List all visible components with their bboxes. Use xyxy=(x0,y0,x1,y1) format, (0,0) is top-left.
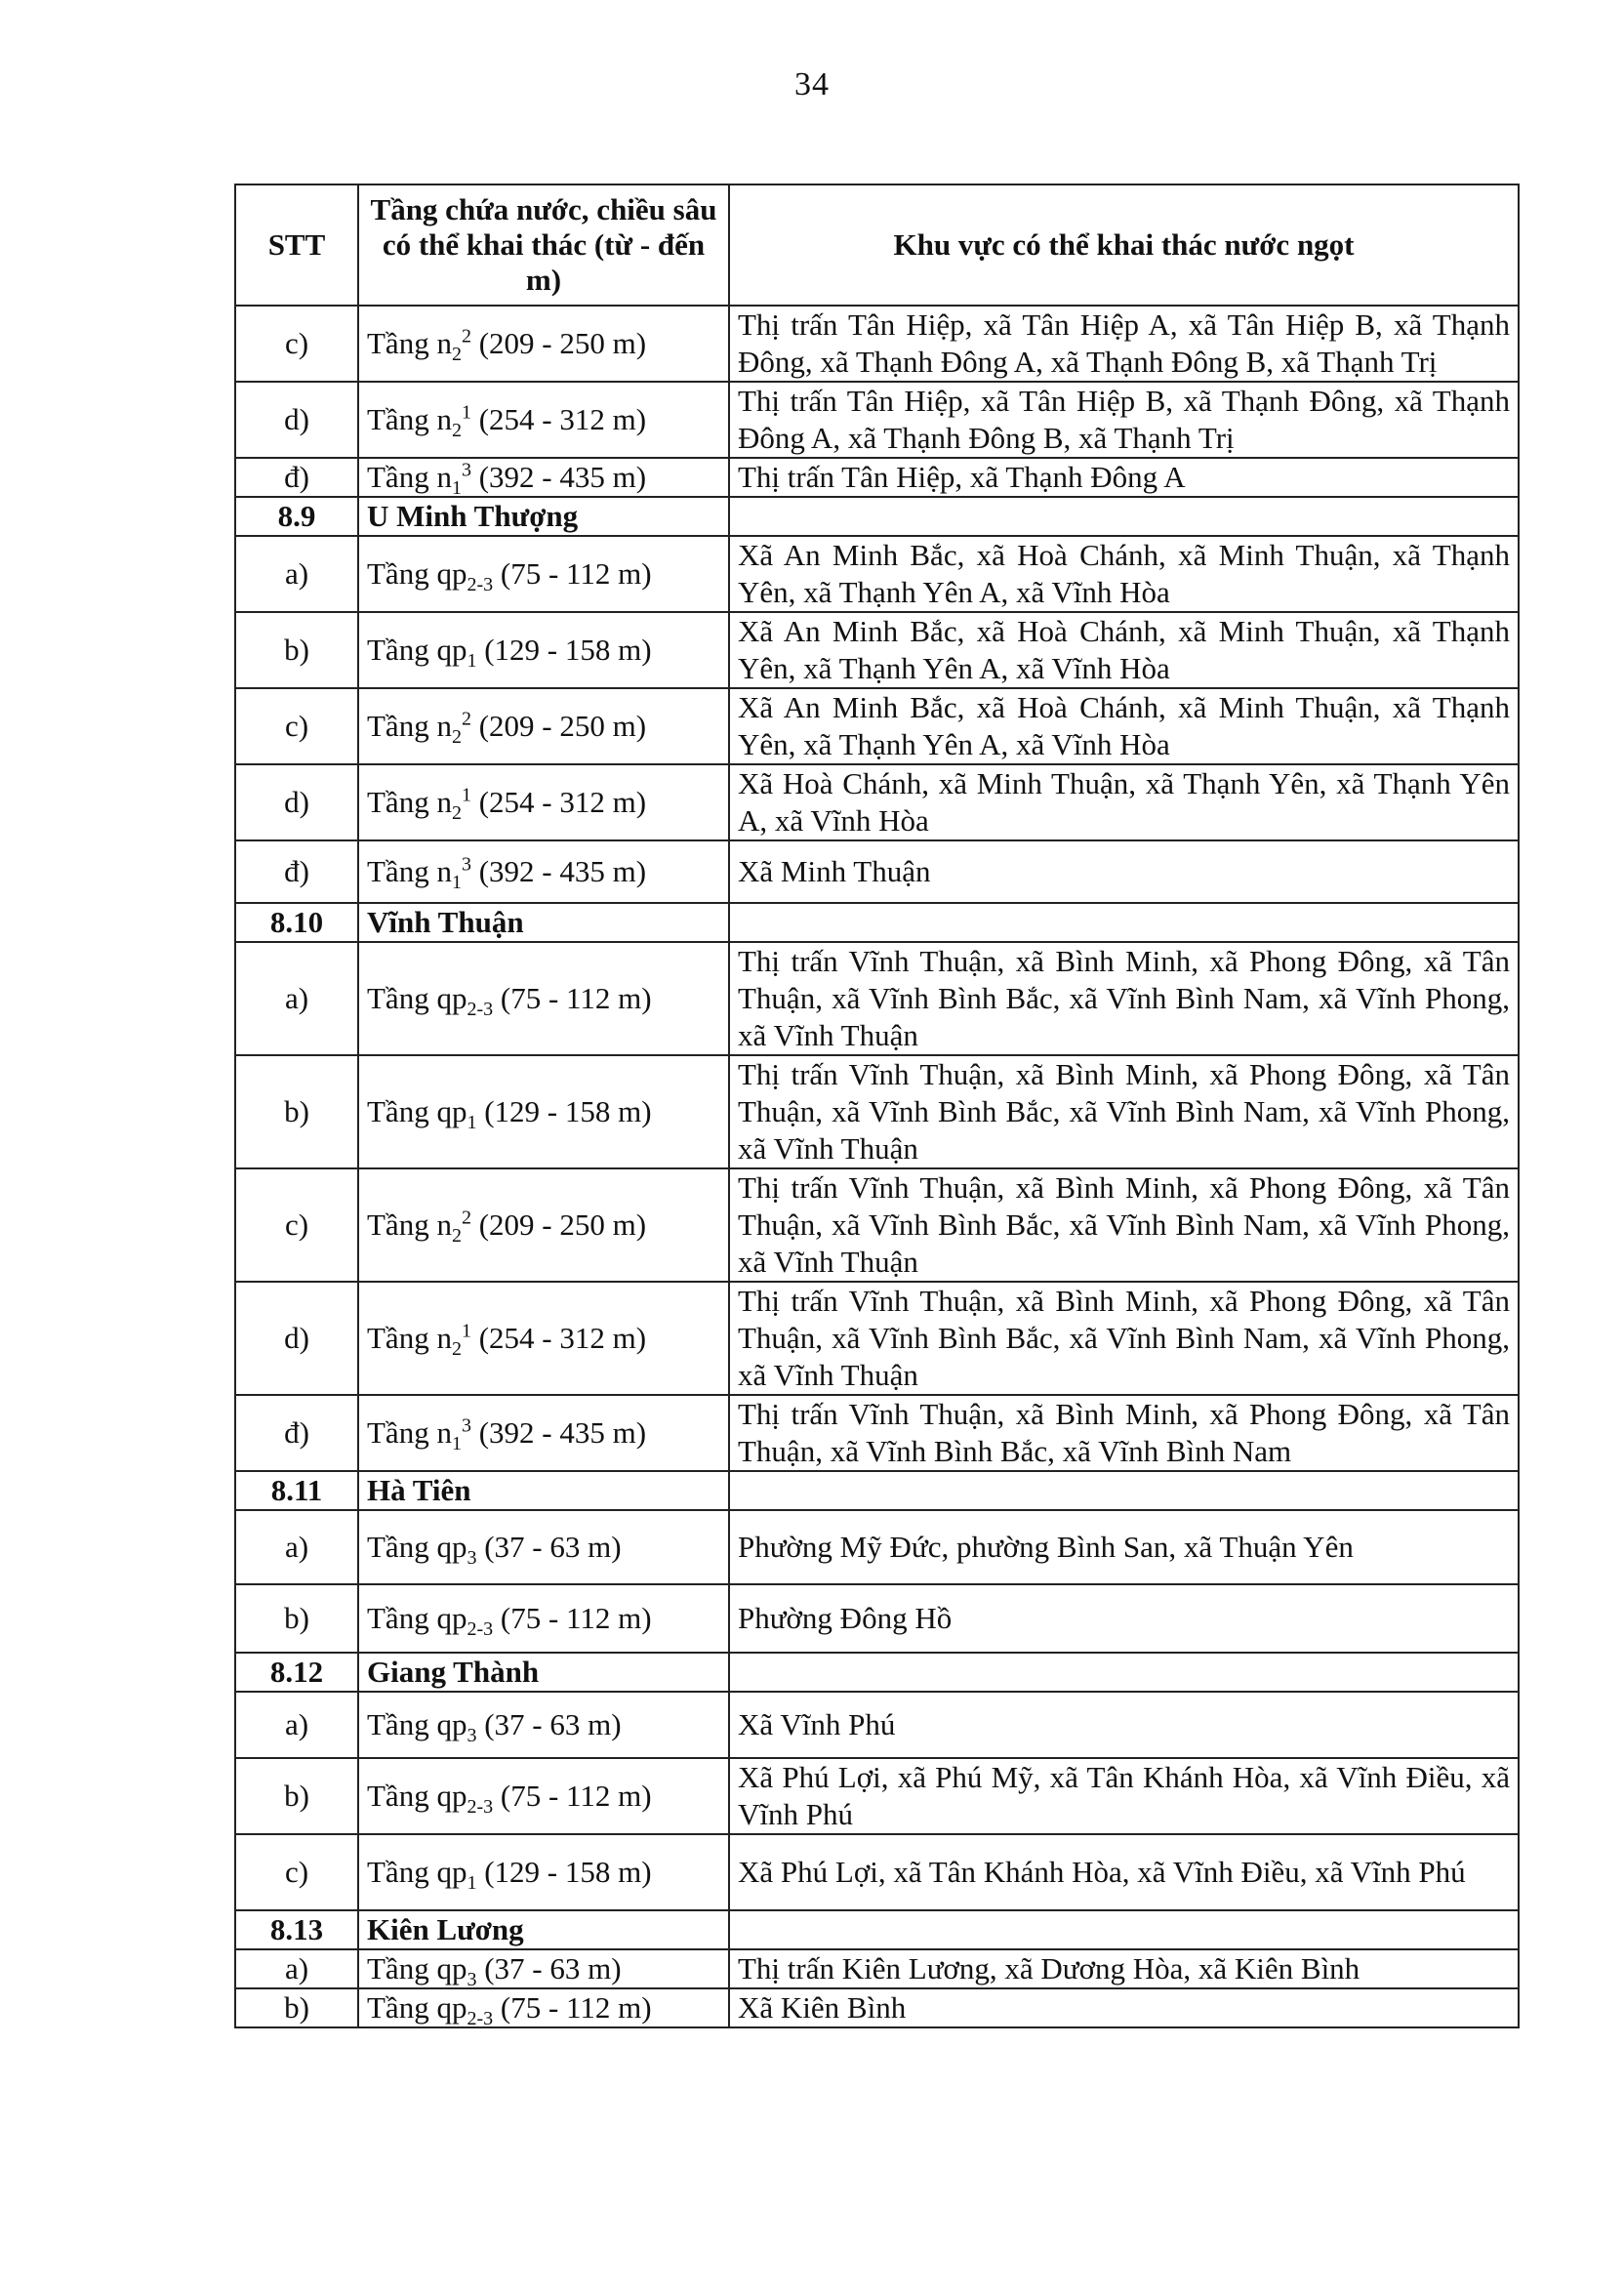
layer-cell xyxy=(358,382,729,458)
layer-subscript: 2-3 xyxy=(467,1796,494,1819)
layer-depth: (37 - 63 m) xyxy=(476,1707,622,1741)
area-cell: Xã Kiên Bình xyxy=(729,1988,1519,2027)
layer-cell xyxy=(358,536,729,612)
table-row xyxy=(235,1758,1519,1834)
layer-name: Tầng n xyxy=(367,402,452,436)
area-cell: Thị trấn Vĩnh Thuận, xã Bình Minh, xã Phong Đông, xã Tân Thuận, xã Vĩnh Bình Bắc, xã Vĩnh Bình Nam, xã Vĩnh Phong, xã Vĩnh Thuận xyxy=(729,1055,1519,1168)
layer-subscript: 3 xyxy=(467,1547,477,1570)
layer-depth: (209 - 250 m) xyxy=(470,326,647,360)
table-row xyxy=(235,382,1519,458)
row-stt: c) xyxy=(235,1834,358,1910)
header-area: Khu vực có thể khai thác nước ngọt xyxy=(729,184,1519,306)
area-cell: Thị trấn Vĩnh Thuận, xã Bình Minh, xã Phong Đông, xã Tân Thuận, xã Vĩnh Bình Bắc, xã Vĩnh Bình Nam xyxy=(729,1395,1519,1471)
table-row xyxy=(235,840,1519,903)
row-stt: đ) xyxy=(235,840,358,903)
layer-depth: (254 - 312 m) xyxy=(470,402,647,436)
area-cell: Xã An Minh Bắc, xã Hoà Chánh, xã Minh Thuận, xã Thạnh Yên, xã Thạnh Yên A, xã Vĩnh Hòa xyxy=(729,688,1519,764)
section-empty-cell xyxy=(729,1471,1519,1510)
layer-superscript: 1 xyxy=(461,784,471,806)
layer-subscript: 1 xyxy=(467,1872,477,1895)
layer-subscript: 2 xyxy=(451,344,462,366)
area-cell: Xã Hoà Chánh, xã Minh Thuận, xã Thạnh Yên, xã Thạnh Yên A, xã Vĩnh Hòa xyxy=(729,764,1519,840)
layer-name: Tầng n xyxy=(367,326,452,360)
layer-depth: (129 - 158 m) xyxy=(476,633,652,667)
area-cell: Thị trấn Kiên Lương, xã Dương Hòa, xã Kiên Bình xyxy=(729,1949,1519,1988)
layer-depth: (392 - 435 m) xyxy=(470,854,647,888)
table-row xyxy=(235,1949,1519,1988)
layer-subscript: 1 xyxy=(451,872,462,894)
section-empty-cell xyxy=(729,1910,1519,1949)
table-row xyxy=(235,1988,1519,2027)
area-cell: Thị trấn Tân Hiệp, xã Tân Hiệp B, xã Thạnh Đông, xã Thạnh Đông A, xã Thạnh Đông B, xã Thạnh Trị xyxy=(729,382,1519,458)
layer-cell xyxy=(358,840,729,903)
layer-name: Tầng n xyxy=(367,1321,452,1355)
layer-depth: (37 - 63 m) xyxy=(476,1530,622,1564)
section-title: Hà Tiên xyxy=(358,1471,729,1510)
row-stt: c) xyxy=(235,688,358,764)
row-stt: b) xyxy=(235,1758,358,1834)
table-row xyxy=(235,1584,1519,1653)
section-title: U Minh Thượng xyxy=(358,497,729,536)
layer-cell xyxy=(358,612,729,688)
layer-depth: (75 - 112 m) xyxy=(493,981,652,1015)
layer-subscript: 2-3 xyxy=(467,574,494,596)
layer-depth: (209 - 250 m) xyxy=(470,1207,647,1242)
section-row xyxy=(235,1653,1519,1692)
layer-depth: (75 - 112 m) xyxy=(493,1779,652,1813)
row-stt: 8.12 xyxy=(235,1653,358,1692)
layer-cell xyxy=(358,1758,729,1834)
row-stt: b) xyxy=(235,612,358,688)
layer-cell xyxy=(358,306,729,382)
table-body xyxy=(235,306,1519,2030)
row-stt: c) xyxy=(235,306,358,382)
layer-depth: (129 - 158 m) xyxy=(476,1855,652,1889)
section-row xyxy=(235,497,1519,536)
area-cell: Phường Mỹ Đức, phường Bình San, xã Thuận Yên xyxy=(729,1510,1519,1584)
layer-name: Tầng qp xyxy=(367,1951,467,1985)
layer-subscript: 2 xyxy=(451,1225,462,1248)
table-row xyxy=(235,1692,1519,1758)
layer-subscript: 2-3 xyxy=(467,999,494,1021)
layer-name: Tầng n xyxy=(367,1207,452,1242)
row-stt: b) xyxy=(235,1055,358,1168)
section-empty-cell xyxy=(729,1653,1519,1692)
layer-name: Tầng qp xyxy=(367,633,467,667)
layer-superscript: 3 xyxy=(461,1414,471,1437)
layer-name: Tầng qp xyxy=(367,1990,467,2025)
table-row xyxy=(235,942,1519,1055)
layer-subscript: 1 xyxy=(451,477,462,500)
layer-superscript: 2 xyxy=(461,708,471,730)
area-cell: Phường Đông Hồ xyxy=(729,1584,1519,1653)
section-empty-cell xyxy=(729,903,1519,942)
layer-name: Tầng qp xyxy=(367,1707,467,1741)
row-stt: b) xyxy=(235,1988,358,2027)
layer-cell xyxy=(358,1282,729,1395)
table-row xyxy=(235,1282,1519,1395)
area-cell: Xã An Minh Bắc, xã Hoà Chánh, xã Minh Thuận, xã Thạnh Yên, xã Thạnh Yên A, xã Vĩnh Hòa xyxy=(729,612,1519,688)
layer-subscript: 2-3 xyxy=(467,2008,494,2030)
layer-depth: (392 - 435 m) xyxy=(470,460,647,494)
layer-subscript: 2 xyxy=(451,1338,462,1361)
area-cell: Thị trấn Vĩnh Thuận, xã Bình Minh, xã Phong Đông, xã Tân Thuận, xã Vĩnh Bình Bắc, xã Vĩnh Bình Nam, xã Vĩnh Phong, xã Vĩnh Thuận xyxy=(729,942,1519,1055)
header-stt: STT xyxy=(235,184,358,306)
section-row xyxy=(235,903,1519,942)
layer-cell xyxy=(358,1584,729,1653)
layer-superscript: 3 xyxy=(461,853,471,876)
section-title: Giang Thành xyxy=(358,1653,729,1692)
layer-name: Tầng qp xyxy=(367,1094,467,1128)
layer-cell xyxy=(358,942,729,1055)
layer-subscript: 2-3 xyxy=(467,1618,494,1641)
layer-name: Tầng qp xyxy=(367,1855,467,1889)
table-row xyxy=(235,536,1519,612)
layer-superscript: 2 xyxy=(461,1207,471,1229)
table-row xyxy=(235,1510,1519,1584)
row-stt: a) xyxy=(235,1510,358,1584)
row-stt: d) xyxy=(235,764,358,840)
layer-depth: (209 - 250 m) xyxy=(470,709,647,743)
layer-cell xyxy=(358,1055,729,1168)
section-title: Kiên Lương xyxy=(358,1910,729,1949)
layer-depth: (129 - 158 m) xyxy=(476,1094,652,1128)
layer-cell xyxy=(358,1510,729,1584)
row-stt: đ) xyxy=(235,1395,358,1471)
row-stt: 8.10 xyxy=(235,903,358,942)
layer-name: Tầng n xyxy=(367,460,452,494)
table-row xyxy=(235,688,1519,764)
area-cell: Thị trấn Vĩnh Thuận, xã Bình Minh, xã Phong Đông, xã Tân Thuận, xã Vĩnh Bình Bắc, xã Vĩnh Bình Nam, xã Vĩnh Phong, xã Vĩnh Thuận xyxy=(729,1168,1519,1282)
layer-depth: (254 - 312 m) xyxy=(470,785,647,819)
area-cell: Xã An Minh Bắc, xã Hoà Chánh, xã Minh Thuận, xã Thạnh Yên, xã Thạnh Yên A, xã Vĩnh Hòa xyxy=(729,536,1519,612)
row-stt: 8.13 xyxy=(235,1910,358,1949)
layer-subscript: 1 xyxy=(467,1112,477,1134)
row-stt: d) xyxy=(235,1282,358,1395)
row-stt: a) xyxy=(235,942,358,1055)
layer-cell xyxy=(358,1692,729,1758)
layer-name: Tầng qp xyxy=(367,981,467,1015)
layer-superscript: 1 xyxy=(461,1320,471,1342)
layer-superscript: 2 xyxy=(461,325,471,348)
section-title: Vĩnh Thuận xyxy=(358,903,729,942)
layer-cell xyxy=(358,688,729,764)
table-row xyxy=(235,458,1519,497)
table-header-row xyxy=(235,184,1519,306)
layer-cell xyxy=(358,764,729,840)
layer-name: Tầng n xyxy=(367,854,452,888)
layer-name: Tầng qp xyxy=(367,1530,467,1564)
layer-name: Tầng qp xyxy=(367,1779,467,1813)
layer-subscript: 2 xyxy=(451,420,462,442)
layer-subscript: 3 xyxy=(467,1969,477,1991)
layer-name: Tầng n xyxy=(367,785,452,819)
layer-subscript: 1 xyxy=(467,650,477,673)
area-cell: Xã Phú Lợi, xã Tân Khánh Hòa, xã Vĩnh Điều, xã Vĩnh Phú xyxy=(729,1834,1519,1910)
row-stt: 8.11 xyxy=(235,1471,358,1510)
table-row xyxy=(235,306,1519,382)
row-stt: d) xyxy=(235,382,358,458)
table-row xyxy=(235,1055,1519,1168)
area-cell: Xã Minh Thuận xyxy=(729,840,1519,903)
table-row xyxy=(235,1834,1519,1910)
section-empty-cell xyxy=(729,497,1519,536)
section-row xyxy=(235,1471,1519,1510)
layer-subscript: 2 xyxy=(451,726,462,749)
layer-cell xyxy=(358,1395,729,1471)
layer-depth: (392 - 435 m) xyxy=(470,1415,647,1450)
area-cell: Xã Phú Lợi, xã Phú Mỹ, xã Tân Khánh Hòa, xã Vĩnh Điều, xã Vĩnh Phú xyxy=(729,1758,1519,1834)
layer-name: Tầng n xyxy=(367,709,452,743)
layer-depth: (75 - 112 m) xyxy=(493,556,652,591)
layer-cell xyxy=(358,458,729,500)
table-row xyxy=(235,764,1519,840)
layer-cell xyxy=(358,1949,729,1991)
layer-superscript: 1 xyxy=(461,401,471,424)
table-row xyxy=(235,1168,1519,1282)
table-row xyxy=(235,612,1519,688)
layer-depth: (75 - 112 m) xyxy=(493,1990,652,2025)
layer-cell xyxy=(358,1168,729,1282)
row-stt: c) xyxy=(235,1168,358,1282)
layer-subscript: 3 xyxy=(467,1725,477,1747)
layer-superscript: 3 xyxy=(461,459,471,481)
area-cell: Thị trấn Tân Hiệp, xã Tân Hiệp A, xã Tân Hiệp B, xã Thạnh Đông, xã Thạnh Đông A, xã Thạnh Đông B, xã Thạnh Trị xyxy=(729,306,1519,382)
area-cell: Thị trấn Vĩnh Thuận, xã Bình Minh, xã Phong Đông, xã Tân Thuận, xã Vĩnh Bình Bắc, xã Vĩnh Bình Nam, xã Vĩnh Phong, xã Vĩnh Thuận xyxy=(729,1282,1519,1395)
row-stt: 8.9 xyxy=(235,497,358,536)
layer-name: Tầng n xyxy=(367,1415,452,1450)
row-stt: a) xyxy=(235,1949,358,1988)
row-stt: a) xyxy=(235,536,358,612)
water-layers-table xyxy=(234,184,1520,2028)
area-cell: Thị trấn Tân Hiệp, xã Thạnh Đông A xyxy=(729,458,1519,497)
row-stt: b) xyxy=(235,1584,358,1653)
layer-name: Tầng qp xyxy=(367,1601,467,1635)
layer-name: Tầng qp xyxy=(367,556,467,591)
layer-cell xyxy=(358,1834,729,1910)
area-cell: Xã Vĩnh Phú xyxy=(729,1692,1519,1758)
layer-depth: (75 - 112 m) xyxy=(493,1601,652,1635)
page-number: 34 xyxy=(794,66,830,102)
layer-subscript: 1 xyxy=(451,1433,462,1455)
layer-depth: (37 - 63 m) xyxy=(476,1951,622,1985)
layer-cell xyxy=(358,1988,729,2030)
table-row xyxy=(235,1395,1519,1471)
header-layer: Tầng chứa nước, chiều sâu có thể khai thác (từ - đến m) xyxy=(358,184,729,306)
layer-depth: (254 - 312 m) xyxy=(470,1321,647,1355)
section-row xyxy=(235,1910,1519,1949)
row-stt: a) xyxy=(235,1692,358,1758)
row-stt: đ) xyxy=(235,458,358,497)
layer-subscript: 2 xyxy=(451,802,462,825)
